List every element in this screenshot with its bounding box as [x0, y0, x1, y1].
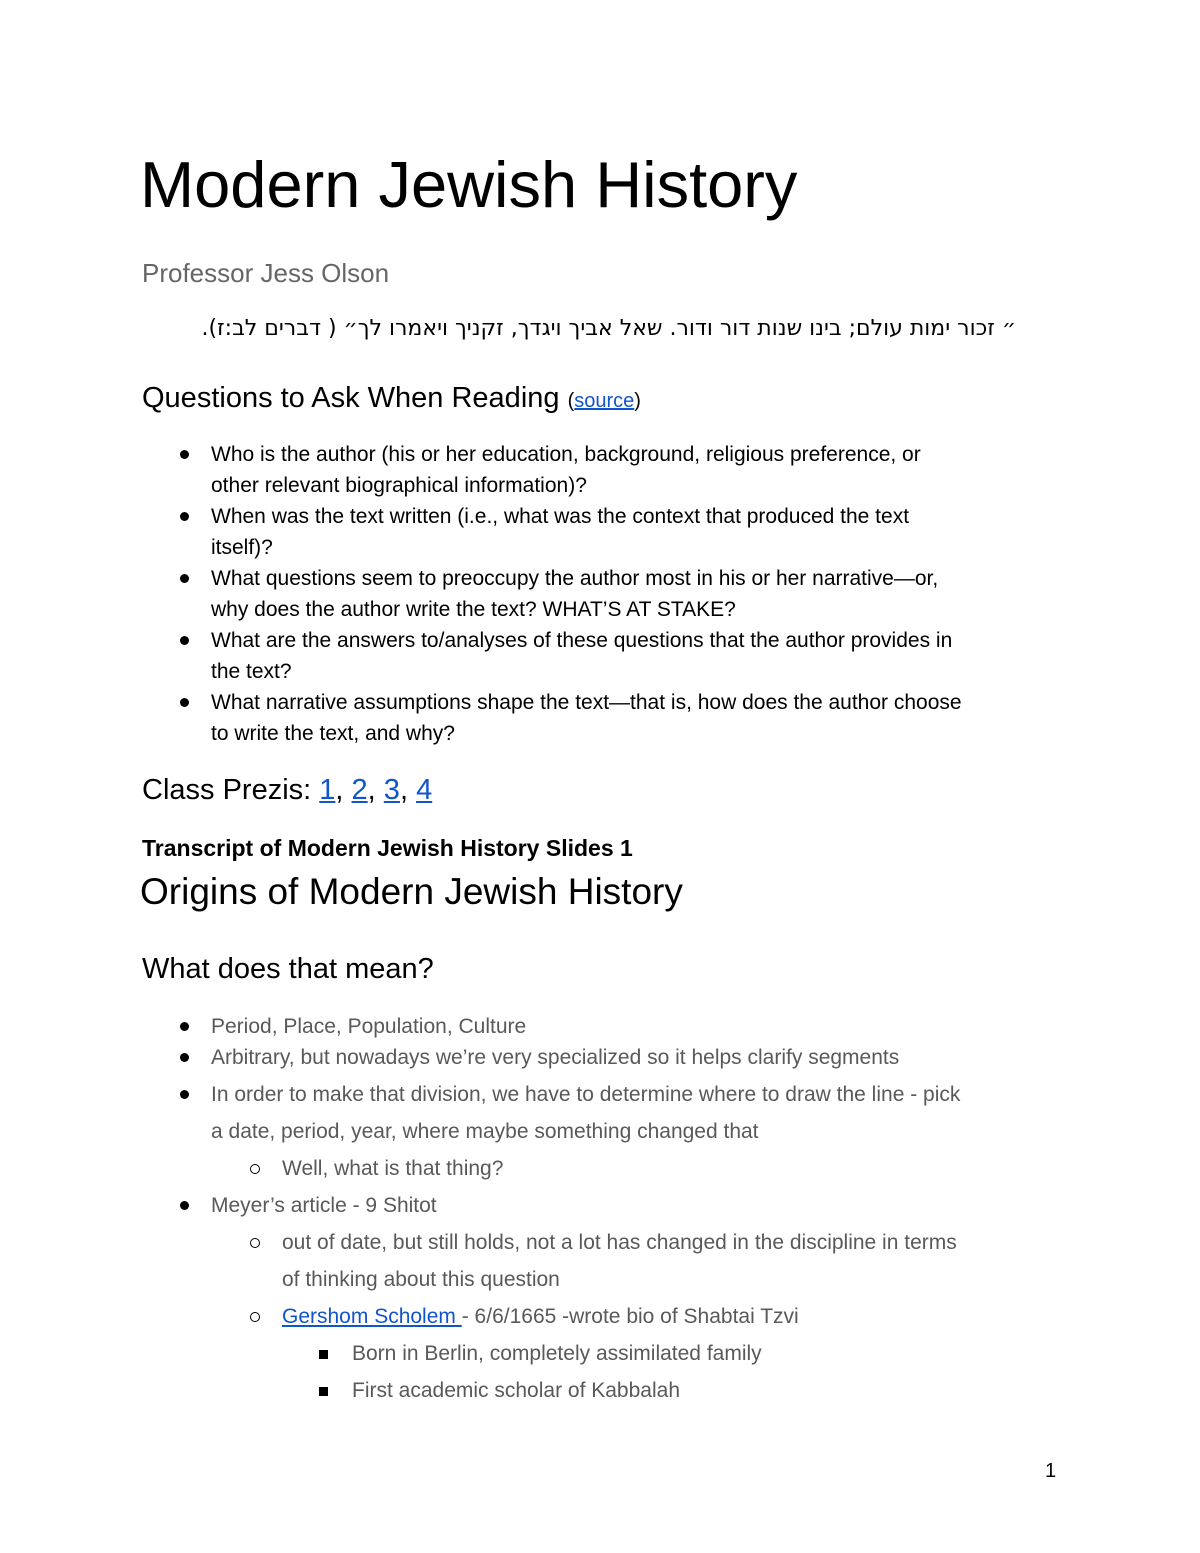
bullet-dot-icon [180, 698, 189, 707]
scholem-link[interactable]: Gershom Scholem [282, 1305, 462, 1328]
hebrew-quote: ״ זכור ימות עולם; בינו שנות דור ודור. שאל אביך ויגדך, זקניך ויאמרו לך״ ( דברים לב:ז). [201, 316, 1016, 341]
sep: , [335, 774, 352, 806]
list-item-cont: why does the author write the text? WHAT’S AT STAKE? [211, 598, 736, 621]
list-item: In order to make that division, we have to determine where to draw the line - pick [211, 1083, 961, 1106]
bullet-dot-icon [180, 450, 189, 459]
bullet-dot-icon [180, 1022, 189, 1031]
sep: , [367, 774, 384, 806]
source-link[interactable]: source [574, 390, 635, 412]
page-title: Modern Jewish History [140, 148, 798, 221]
transcript-heading: Transcript of Modern Jewish History Slides 1 [142, 835, 633, 861]
bullet-circle-icon [250, 1164, 260, 1174]
bullet-dot-icon [180, 512, 189, 521]
paren-close: ) [634, 390, 641, 412]
list-item-cont: to write the text, and why? [211, 722, 455, 745]
section-subheading: What does that mean? [142, 953, 434, 985]
list-item-cont: the text? [211, 660, 292, 683]
section-title: Origins of Modern Jewish History [140, 871, 683, 912]
list-item: Arbitrary, but nowadays we’re very specialized so it helps clarify segments [211, 1046, 900, 1069]
bullet-square-icon [319, 1350, 328, 1359]
prezi-link-4[interactable]: 4 [416, 774, 433, 806]
list-item: out of date, but still holds, not a lot has changed in the discipline in terms [282, 1231, 957, 1254]
bullet-square-icon [319, 1387, 328, 1396]
list-item-cont: a date, period, year, where maybe something changed that [211, 1120, 759, 1143]
bullet-dot-icon [180, 636, 189, 645]
bullet-dot-icon [180, 1090, 189, 1099]
list-item: What questions seem to preoccupy the author most in his or her narrative—or, [211, 567, 939, 590]
list-item-cont: itself)? [211, 536, 273, 559]
list-item: First academic scholar of Kabbalah [352, 1379, 680, 1402]
list-item-cont: of thinking about this question [282, 1268, 560, 1291]
list-item: Period, Place, Population, Culture [211, 1015, 527, 1038]
page-subtitle: Professor Jess Olson [142, 258, 390, 288]
list-item: Born in Berlin, completely assimilated family [352, 1342, 762, 1365]
prezi-link-3[interactable]: 3 [383, 774, 400, 806]
questions-heading-text: Questions to Ask When Reading [142, 382, 560, 414]
list-item: When was the text written (i.e., what was the context that produced the text [211, 505, 910, 528]
bullet-dot-icon [180, 574, 189, 583]
scholem-text: - 6/6/1665 -wrote bio of Shabtai Tzvi [461, 1305, 799, 1328]
bullet-circle-icon [250, 1312, 260, 1322]
list-item-cont: other relevant biographical information)? [211, 474, 587, 497]
list-item: Well, what is that thing? [282, 1157, 504, 1180]
prezi-link-2[interactable]: 2 [351, 774, 368, 806]
bullet-dot-icon [180, 1053, 189, 1062]
list-item: Who is the author (his or her education, background, religious preference, or [211, 443, 921, 466]
page-number: 1 [1045, 1460, 1057, 1482]
bullet-circle-icon [250, 1238, 260, 1248]
sep: , [399, 774, 417, 806]
list-item: What narrative assumptions shape the text—that is, how does the author choose [211, 691, 962, 714]
list-item: What are the answers to/analyses of these questions that the author provides in [211, 629, 953, 652]
prezi-link-1[interactable]: 1 [319, 774, 336, 806]
bullet-dot-icon [180, 1201, 189, 1210]
list-item [282, 1301, 799, 1332]
prezis-label: Class Prezis: [142, 774, 320, 806]
class-prezis [142, 772, 432, 808]
list-item: Meyer’s article - 9 Shitot [211, 1194, 437, 1217]
paren-open: ( [567, 390, 575, 412]
questions-heading [142, 380, 641, 419]
